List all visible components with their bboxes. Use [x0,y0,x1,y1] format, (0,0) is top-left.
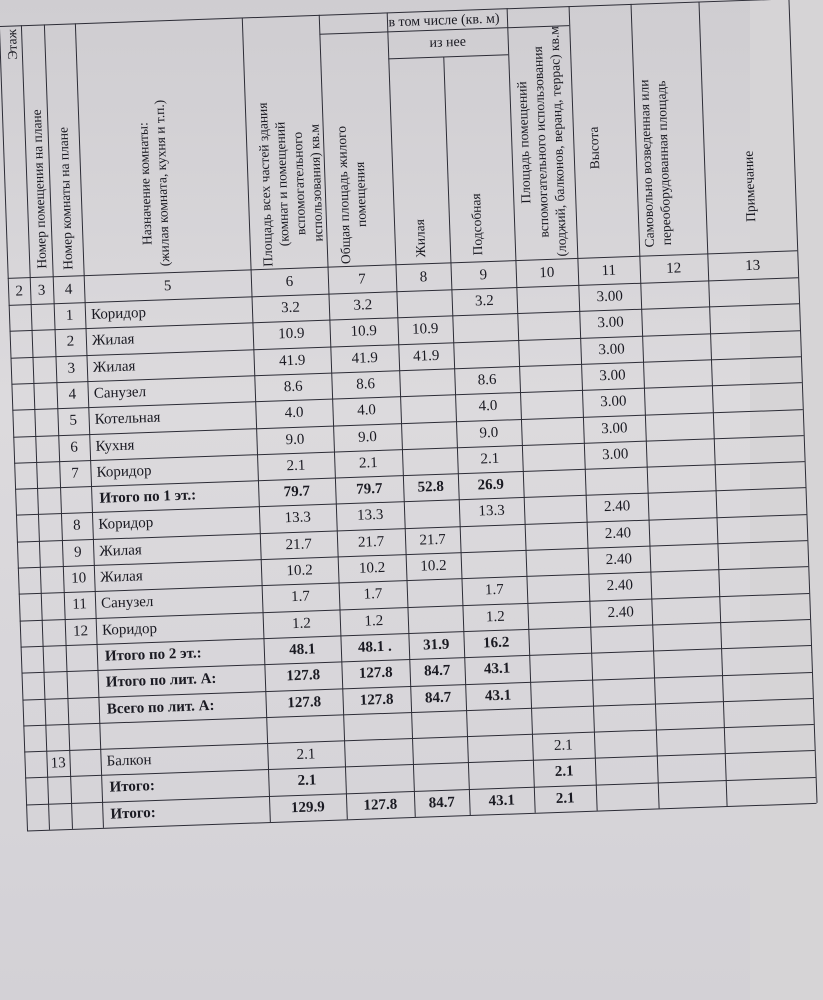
room-purpose: Всего по лит. А: [106,697,215,718]
auxiliary-area: 3.2 [474,292,494,310]
living-area: 52.8 [417,478,445,496]
height: 2.40 [607,603,635,621]
total-area: 1.7 [290,588,311,606]
room-purpose: Коридор [90,305,147,323]
auxiliary-area: 1.7 [484,582,505,599]
room-number: 5 [69,412,78,429]
general-area: 127.8 [363,796,398,814]
room-number: 7 [71,465,80,482]
header-height: Высота [585,126,603,170]
room-purpose: Балкон [106,752,152,770]
general-area: 1.7 [363,586,383,603]
auxiliary-area: 16.2 [482,634,510,652]
height: 3.00 [601,446,629,463]
living-area: 84.7 [423,662,451,680]
room-purpose: Коридор [101,620,158,639]
balcony-area: 2.1 [554,763,574,781]
height: 2.40 [605,551,633,569]
general-area: 3.2 [353,297,373,314]
room-purpose: Коридор [98,515,154,534]
auxiliary-area: 9.0 [479,424,499,441]
header-subgroup-of-it: из нее [429,34,467,51]
general-area: 8.6 [355,375,376,393]
total-area: 41.9 [278,352,306,369]
row-divider [24,724,814,753]
general-area: 79.7 [355,480,383,498]
balcony-area: 2.1 [553,737,574,755]
total-area: 21.7 [285,536,313,553]
column-number: 10 [539,264,555,282]
header-floor: Этаж [4,28,21,60]
general-area: 127.8 [358,664,393,682]
total-area: 4.0 [284,404,304,422]
column-number: 12 [666,260,682,277]
auxiliary-area: 2.1 [480,450,500,468]
auxiliary-area: 26.9 [477,476,505,494]
height: 3.00 [597,314,625,332]
room-purpose: Жилая [99,542,143,560]
total-area: 2.1 [296,746,316,764]
room-number: 10 [70,570,87,587]
room-number: 12 [72,622,89,640]
balcony-area: 2.1 [555,790,575,807]
room-purpose: Жилая [92,358,136,376]
living-area: 10.9 [411,321,439,339]
room-purpose: Итого: [109,778,156,796]
general-area: 21.7 [357,533,385,551]
height: 3.00 [596,288,624,306]
height: 3.00 [600,393,627,411]
general-area: 41.9 [351,349,379,367]
height: 2.40 [604,524,632,542]
general-area: 10.2 [358,559,386,577]
column-number: 8 [419,269,428,286]
total-area: 10.2 [286,562,314,580]
room-purpose: Котельная [94,409,161,429]
general-area: 13.3 [356,507,384,525]
height: 2.40 [603,498,631,516]
auxiliary-area: 1.2 [485,608,505,625]
auxiliary-area: 43.1 [483,660,511,678]
room-purpose: Кухня [95,437,135,455]
room-number: 4 [68,386,77,403]
room-number: 8 [72,517,81,535]
column-number: 5 [163,278,172,295]
plan-number: 13 [50,755,66,772]
general-area: 48.1 . [357,638,392,656]
column-number: 11 [601,262,617,280]
room-number: 3 [67,360,76,377]
column-number: 7 [357,271,367,288]
auxiliary-area: 13.3 [478,503,506,520]
living-area: 41.9 [412,347,440,365]
header-total-area: Площадь всех частей здания (комнат и помещений вспомогательного использования) кв.м [254,102,326,268]
total-area: 127.8 [287,693,322,711]
room-purpose: Коридор [96,462,152,481]
header-group-including: в том числе (кв. м) [388,11,500,31]
header-living: Жилая [411,218,429,258]
general-area: 9.0 [357,428,378,446]
room-number: 2 [66,333,75,351]
room-purpose: Итого по 1 эт.: [99,487,197,507]
total-area: 1.2 [291,615,312,632]
general-area: 127.8 [359,691,394,709]
height: 3.00 [600,419,628,437]
column-number: 3 [37,282,46,299]
total-area: 127.8 [286,667,321,685]
living-area: 84.7 [428,794,456,812]
room-purpose: Итого: [110,804,157,823]
room-purpose: Итого по лит. А: [105,670,217,691]
room-number: 9 [73,544,82,561]
room-purpose: Санузел [100,594,154,613]
header-room-no: Номер комнаты на плане [55,126,76,270]
subgroup-header-line [388,54,508,59]
general-area: 2.1 [358,454,379,472]
column-divider [698,2,727,807]
total-area: 129.9 [290,798,326,816]
room-number: 11 [72,596,88,614]
column-divider [0,26,28,831]
header-unauthorized-area: Самовольно возведенная или переоборудованная площадь [636,79,674,248]
auxiliary-area: 8.6 [477,371,497,389]
total-area: 48.1 [288,641,316,659]
living-area: 31.9 [422,636,450,654]
auxiliary-area: 43.1 [488,792,516,810]
total-area: 9.0 [285,431,305,448]
room-number: 6 [70,438,79,456]
height: 2.40 [606,577,634,595]
auxiliary-area: 4.0 [478,398,498,415]
general-area: 1.2 [364,612,384,630]
height: 3.00 [599,367,626,385]
column-number: 6 [285,273,294,291]
total-area: 2.1 [297,772,317,790]
room-purpose: Итого по 2 эт.: [104,645,202,665]
column-divider [788,0,817,803]
total-area: 3.2 [280,299,301,317]
general-area: 4.0 [356,402,377,419]
room-purpose: Санузел [93,383,147,402]
header-auxiliary: Подсобная [468,193,486,256]
general-area: 10.9 [350,323,378,341]
header-room-purpose: Назначение комнаты: (жилая комната, кухня и т.п.) [135,99,173,267]
header-room-no-plan: Номер помещения на плане [28,109,50,269]
auxiliary-area: 43.1 [484,687,512,704]
column-number: 9 [479,267,488,284]
column-number: 13 [744,257,761,275]
column-number: 4 [64,281,73,298]
living-area: 21.7 [419,531,447,549]
living-area: 10.2 [420,557,447,575]
total-area: 79.7 [283,483,311,501]
room-purpose: Жилая [99,568,143,586]
total-area: 10.9 [277,325,305,343]
room-number: 1 [65,307,74,324]
header-note: Примечание [740,150,759,223]
header-general-area: Общая площадь жилого помещения [333,125,370,265]
header-balcony-area: Площадь помещений вспомогательного использования (лоджий, балконов, веранд, террас) кв.м [514,25,570,257]
column-number: 2 [15,283,24,300]
living-area: 84.7 [424,689,452,707]
total-area: 8.6 [283,378,303,396]
room-purpose: Жилая [91,331,135,350]
height: 3.00 [598,340,625,358]
total-area: 2.1 [286,457,306,475]
total-area: 13.3 [284,509,312,527]
